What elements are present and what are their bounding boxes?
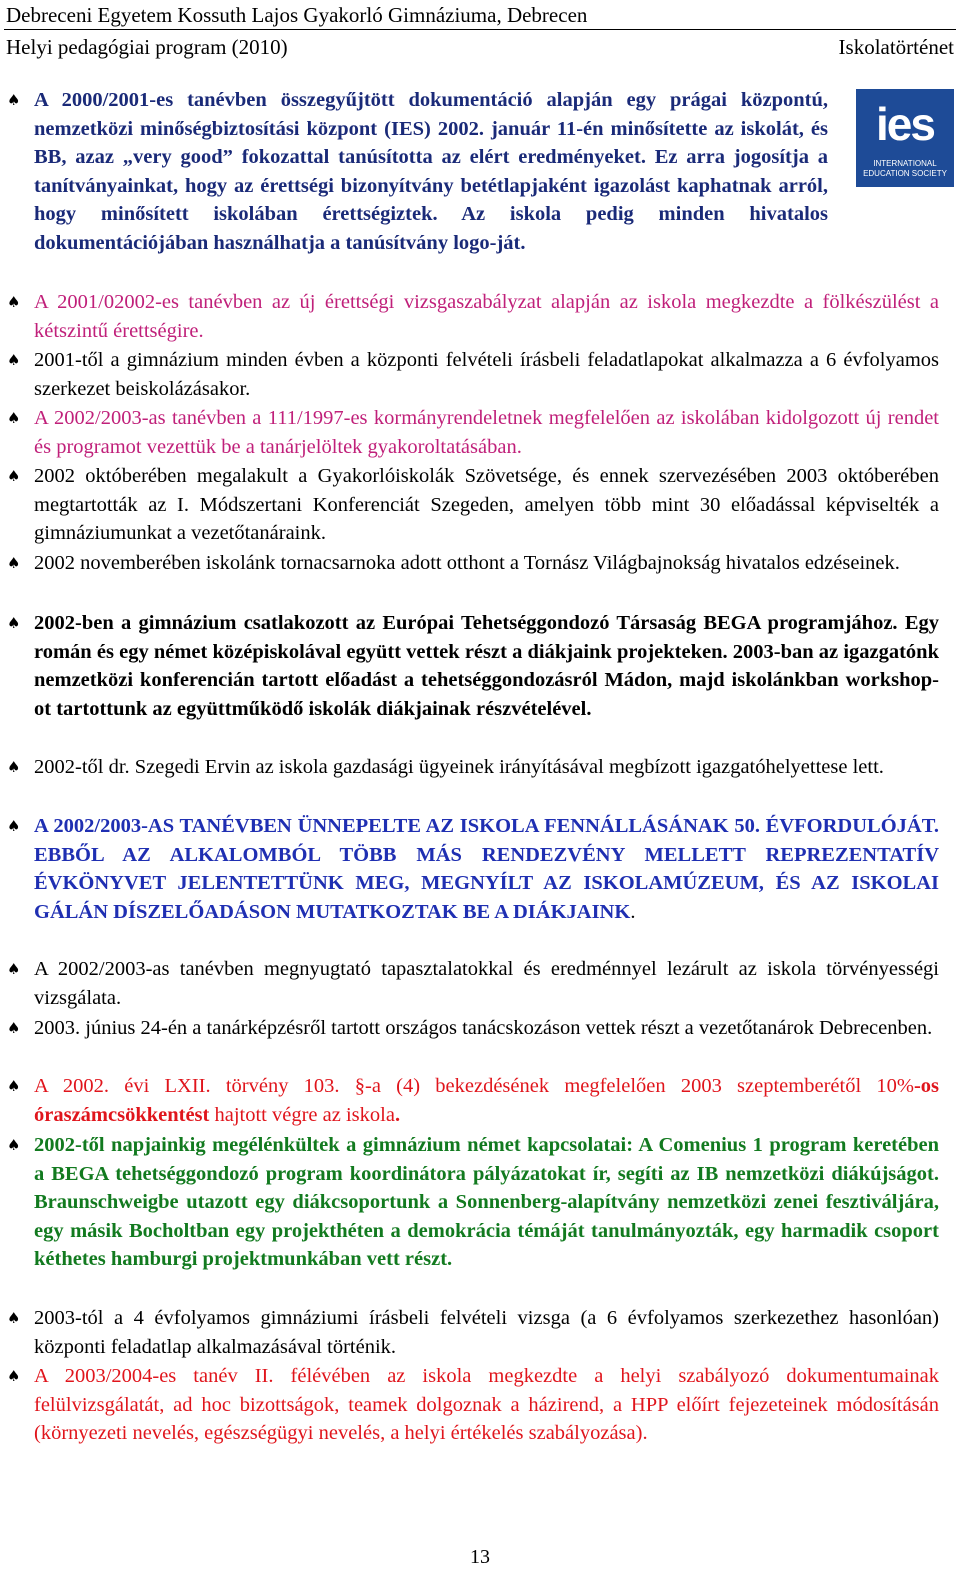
history-item-4year-entrance <box>7 1304 939 1361</box>
item-text: A 2002/2003-as tanévben a 111/1997-es kormányrendeletnek megfelelően az iskolában kidolgozott új rendet és programot vezettük be a tanárjelöltek gyakoroltatásában. <box>34 407 939 458</box>
history-item-entrance-tests <box>7 346 939 403</box>
item-text: 2002 novemberében iskolánk tornacsarnoka adott otthont a Tornász Világbajnokság hivatalos edzéseinek. <box>34 552 900 574</box>
history-item-conference <box>7 1014 939 1043</box>
history-item-hours-reduction <box>7 1072 939 1129</box>
ies-logo-caption: INTERNATIONAL EDUCATION SOCIETY <box>863 159 947 178</box>
item-text: A 2002/2003-AS TANÉVBEN ÜNNEPELTE AZ ISKOLA FENNÁLLÁSÁNAK 50. ÉVFORDULÓJÁT. EBBŐL AZ ALKALOMBÓL TÖBB MÁS RENDEZVÉNY MELLETT REPREZENTATÍV ÉVKÖNYVET JELENTETTÜNK MEG, MEGNYÍLT AZ ISKOLAMÚZEUM, ÉS AZ ISKOLAI GÁLÁN DÍSZELŐADÁSON MUTATKOZTAK BE A DIÁKJAINK <box>34 815 939 923</box>
item-text-pre: A 2002. évi LXII. törvény 103. §-a (4) bekezdésének megfelelően 2003 szeptemberétől 10% <box>34 1075 914 1097</box>
spade-bullet-icon: ♠ <box>7 91 21 109</box>
item-text: 2002-ben a gimnázium csatlakozott az Európai Tehetséggondozó Társaság BEGA programjához. Egy román és egy német középiskolával együtt vettek részt a diákjaink projekteken. 2003-ban az igazgatónk nemzetközi konferencián tartott előadást a tehetséggondozásról Mádon, majd iskolánkban workshop-ot tartottunk az együttműködő iskolák diákjainak részvételével. <box>34 612 939 720</box>
history-item-deputy <box>7 753 939 782</box>
spade-bullet-icon: ♠ <box>7 758 21 776</box>
item-text-end: . <box>394 1103 401 1126</box>
item-text: 2001-től a gimnázium minden évben a központi felvételi írásbeli feladatlapokat alkalmazza a 6 évfolyamos szerkezet beiskolázásakor. <box>34 349 939 400</box>
history-item-german-relations <box>7 1131 939 1274</box>
section-title: Iskolatörténet <box>838 35 954 59</box>
item-text: 2002-től napjainkig megélénkültek a gimnázium német kapcsolatai: A Comenius 1 program keretében a BEGA tehetséggondozó program koordinátora pályázatokat ír, segíti az IB nemzetközi diákújságot. Braunschweigbe utazott egy diákcsoportunk a Sonnenberg-alapítvány nemzetközi zenei fesztiváljára, egy másik Bocholtban egy projekthéten a demokrácia témáját tanulmányozták, egy harmadik csoport kéthetes hamburgi projektmunkában vett részt. <box>34 1134 939 1270</box>
item-text: 2002 októberében megalakult a Gyakorlóiskolák Szövetsége, és ennek szervezésében 2003 októberében megtartották az I. Módszertani Konferenciát Szegeden, amelyen több mint 30 előadással képviselték a gimnáziumunkat a vezetőtanáraink. <box>34 465 939 544</box>
history-item-schools-alliance <box>7 462 939 548</box>
document-header-subtitle <box>6 34 954 60</box>
spade-bullet-icon: ♠ <box>7 614 21 632</box>
spade-bullet-icon: ♠ <box>7 1136 21 1154</box>
spade-bullet-icon: ♠ <box>7 1367 21 1385</box>
ies-logo <box>856 89 954 187</box>
spade-bullet-icon: ♠ <box>7 554 21 572</box>
item-text: 2003. június 24-én a tanárképzésről tartott országos tanácskozáson vettek részt a vezetőtanárok Debrecenben. <box>34 1017 933 1039</box>
item-text: A 2002/2003-as tanévben megnyugtató tapasztalatokkal és eredménnyel lezárult az iskola törvényességi vizsgálata. <box>34 958 939 1009</box>
item-text: A 2000/2001-es tanévben összegyűjtött dokumentáció alapján egy prágai központú, nemzetközi minőségbiztosítási központ (IES) 2002. január 11-én minősítette az iskolát, és BB, azaz „very good” fokozattal tanúsította az elért eredményeket. Ez arra jogosítja a tanítványainkat, hogy az érettségi bizonyítvány betétlapjaként igazolást kaphatnak arról, hogy minősített iskolában érettségiztek. Az iskola pedig minden hivatalos dokumentációjában használhatja a tanúsítvány logo-ját. <box>34 89 828 254</box>
history-item-exam-preparation <box>7 288 939 345</box>
spade-bullet-icon: ♠ <box>7 467 21 485</box>
spade-bullet-icon: ♠ <box>7 1077 21 1095</box>
document-header-title: Debreceni Egyetem Kossuth Lajos Gyakorló Gimnáziuma, Debrecen <box>6 3 588 27</box>
spade-bullet-icon: ♠ <box>7 351 21 369</box>
history-item-teacher-training <box>7 404 939 461</box>
item-text: A 2001/02002-es tanévben az új érettségi vizsgaszabályzat alapján az iskola megkezdte a fölkészülést a kétszintű érettségire. <box>34 291 939 342</box>
spade-bullet-icon: ♠ <box>7 817 21 835</box>
spade-bullet-icon: ♠ <box>7 1309 21 1327</box>
ies-logo-text: ies <box>876 98 934 150</box>
item-text: 2003-tól a 4 évfolyamos gimnáziumi írásbeli felvételi vizsga (a 6 évfolyamos szerkezethez hasonlóan) központi feladatlap alkalmazásával történik. <box>34 1307 939 1358</box>
page-number: 13 <box>470 1546 490 1568</box>
spade-bullet-icon: ♠ <box>7 1019 21 1037</box>
history-item-legal-audit <box>7 955 939 1012</box>
spade-bullet-icon: ♠ <box>7 293 21 311</box>
header-rule <box>4 29 956 30</box>
history-item-ies-certification <box>7 86 828 257</box>
spade-bullet-icon: ♠ <box>7 960 21 978</box>
history-item-regulation-review <box>7 1362 939 1448</box>
item-text: A 2003/2004-es tanév II. félévében az iskola megkezdte a helyi szabályozó dokumentumainak felülvizsgálatát, ad hoc bizottságok, teamek dolgoznak a házirend, a HPP előírt fejezeteinek módosításán (környezeti nevelés, egészségügyi nevelés, a helyi értékelés szabályozása). <box>34 1365 939 1444</box>
spade-bullet-icon: ♠ <box>7 409 21 427</box>
item-text-bold: -os óraszámcsökkentést <box>34 1075 939 1126</box>
history-item-gymnastics <box>7 549 939 578</box>
history-item-anniversary <box>7 812 939 926</box>
item-text-post: hajtott végre az iskola <box>209 1103 395 1126</box>
program-title: Helyi pedagógiai program (2010) <box>6 35 288 59</box>
item-text: 2002-től dr. Szegedi Ervin az iskola gazdasági ügyeinek irányításával megbízott igazgatóhelyettese lett. <box>34 756 884 778</box>
item-tail: . <box>630 900 636 923</box>
history-item-bega <box>7 609 939 723</box>
